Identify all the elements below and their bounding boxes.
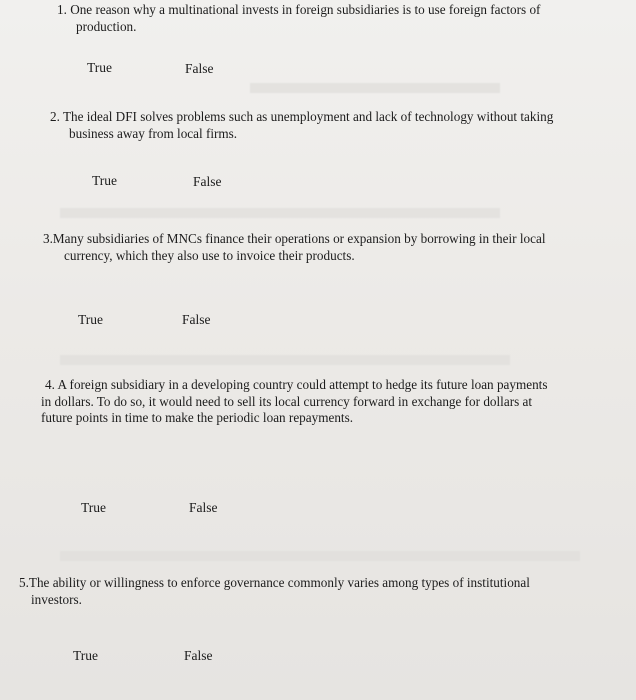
bleed-through-shadow (60, 551, 580, 561)
question-2 (50, 109, 570, 142)
question-1 (57, 2, 577, 35)
question-1-true-option[interactable]: True (87, 60, 113, 75)
question-3-true-option[interactable]: True (78, 312, 104, 327)
question-2-text: 2. The ideal DFI solves problems such as unemployment and lack of technology without taking business away from local firms. (50, 109, 554, 141)
question-2-false-option[interactable]: False (193, 174, 222, 189)
question-4-false-option[interactable]: False (189, 500, 218, 515)
bleed-through-shadow (250, 83, 500, 93)
bleed-through-shadow (60, 355, 510, 365)
question-3-false-option[interactable]: False (182, 312, 211, 327)
question-5-text: 5.The ability or willingness to enforce governance commonly varies among types of institutional investors. (19, 575, 530, 607)
question-1-false-option[interactable]: False (185, 61, 214, 76)
question-5 (19, 575, 551, 608)
question-4-true-option[interactable]: True (81, 500, 107, 515)
question-1-text: 1. One reason why a multinational invests in foreign subsidiaries is to use foreign factors of production. (57, 2, 541, 34)
question-2-true-option[interactable]: True (92, 173, 118, 188)
question-4-text: 4. A foreign subsidiary in a developing country could attempt to hedge its future loan payments in dollars. To do so, it would need to sell its local currency forward in exchange for dollars at future points in time to make the periodic loan repayments. (41, 377, 548, 425)
question-5-false-option[interactable]: False (184, 648, 213, 663)
bleed-through-shadow (60, 208, 500, 218)
question-3-text: 3.Many subsidiaries of MNCs finance their operations or expansion by borrowing in their local currency, which they also use to invoice their products. (43, 231, 546, 263)
question-5-true-option[interactable]: True (73, 648, 99, 663)
question-4 (41, 377, 561, 427)
question-3 (43, 231, 583, 264)
